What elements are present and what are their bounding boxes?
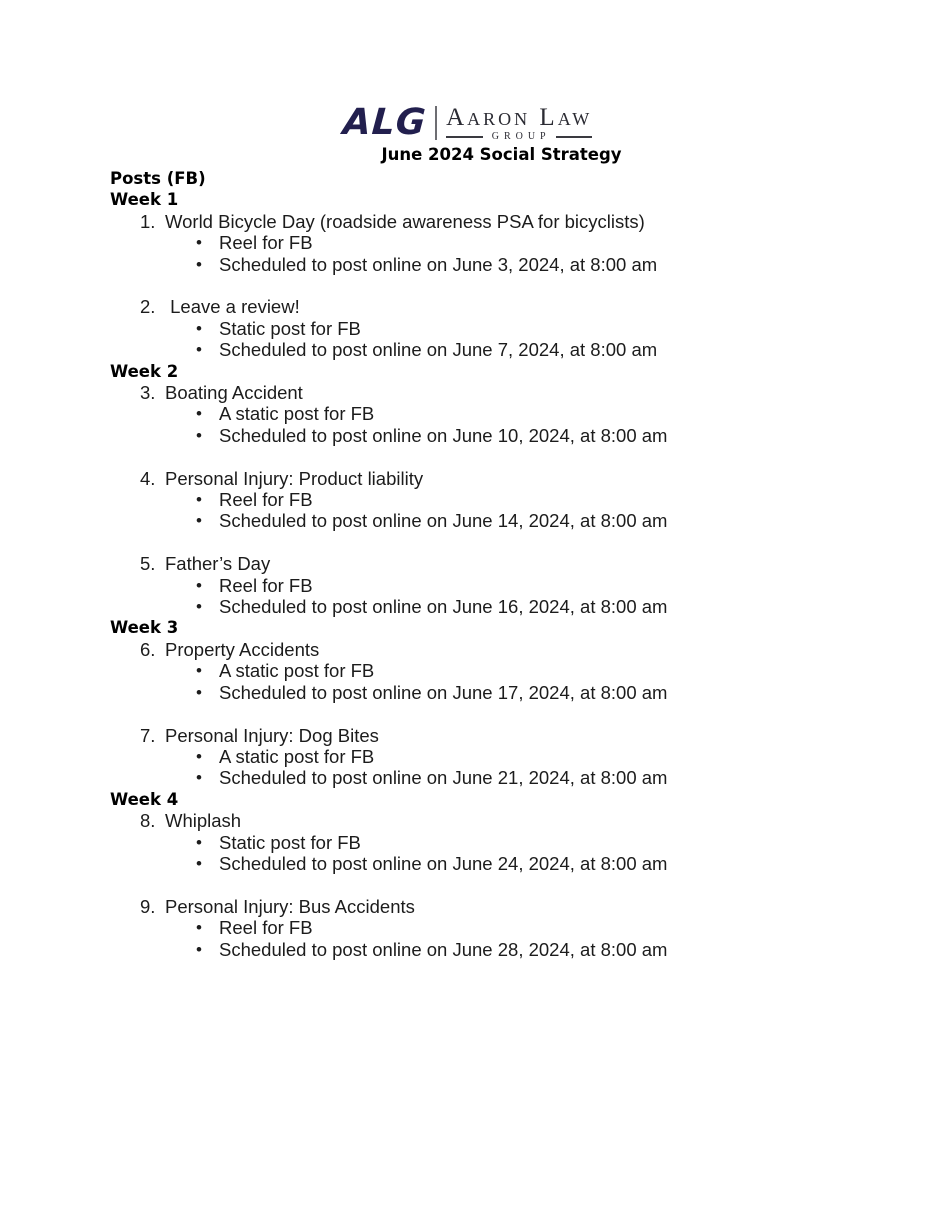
bullet-text: A static post for FB [219,745,375,767]
bullet-text: A static post for FB [219,660,375,682]
bullet-text: Scheduled to post online on June 28, 2024, at 8:00 am [219,938,668,960]
bullet-marker: • [196,768,202,788]
posts-heading: Posts (FB) [110,169,206,188]
post-item-heading [110,725,835,746]
bullet-marker: • [196,832,202,852]
alg-monogram-logo: ALG [341,102,428,143]
post-item [110,896,835,960]
bullet-item [110,510,835,531]
post-item [110,725,835,789]
company-logo [0,103,935,143]
bullet-marker: • [196,853,202,873]
bullet-text: Scheduled to post online on June 7, 2024, at 8:00 am [219,339,658,361]
bullet-item [110,232,835,253]
item-title: Whiplash [165,810,242,832]
post-item-heading [110,896,835,917]
bullet-marker: • [196,254,202,274]
bullet-marker: • [196,939,202,959]
item-number: 2. [140,296,156,318]
left-rule [446,136,483,138]
post-item-heading [110,468,835,489]
post-item [110,296,835,360]
bullet-text: A static post for FB [219,403,375,425]
bullet-text: Reel for FB [219,574,313,596]
bullet-text: Static post for FB [219,317,361,339]
bullet-item [110,254,835,275]
post-item-heading [110,639,835,660]
bullet-text: Scheduled to post online on June 24, 2024, at 8:00 am [219,852,668,874]
bullet-item [110,746,835,767]
bullet-item [110,917,835,938]
bullet-text: Scheduled to post online on June 17, 2024, at 8:00 am [219,681,668,703]
post-item [110,468,835,532]
right-rule [556,136,593,138]
bullet-text: Scheduled to post online on June 16, 2024, at 8:00 am [219,596,668,618]
firm-subtitle-row [446,132,592,142]
item-title: Personal Injury: Product liability [165,467,424,489]
firm-name-block [446,105,592,142]
item-number: 1. [140,210,156,232]
post-item-heading [110,211,835,232]
document-body [0,168,935,960]
post-item [110,810,835,874]
bullet-text: Reel for FB [219,917,313,939]
bullet-item [110,425,835,446]
item-title: Boating Accident [165,382,303,404]
bullet-item [110,339,835,360]
item-number: 9. [140,895,156,917]
bullet-text: Scheduled to post online on June 3, 2024, at 8:00 am [219,253,658,275]
bullet-text: Scheduled to post online on June 14, 2024, at 8:00 am [219,510,668,532]
item-number: 7. [140,724,156,746]
bullet-marker: • [196,404,202,424]
document-header [0,103,935,166]
logo-divider [435,106,437,140]
document-title: June 2024 Social Strategy [381,145,622,164]
post-item [110,553,835,617]
item-number: 6. [140,638,156,660]
post-item [110,382,835,446]
post-item [110,211,835,275]
item-title: Father’s Day [165,553,271,575]
post-item [110,639,835,703]
post-item-heading [110,382,835,403]
bullet-item [110,853,835,874]
bullet-item [110,403,835,424]
bullet-text: Reel for FB [219,489,313,511]
item-number: 3. [140,382,156,404]
bullet-marker: • [196,918,202,938]
bullet-item [110,767,835,788]
bullet-marker: • [196,661,202,681]
bullet-item [110,939,835,960]
week-heading: Week 2 [110,361,179,381]
bullet-marker: • [196,490,202,510]
post-item-heading [110,296,835,317]
bullet-marker: • [196,233,202,253]
bullet-item [110,832,835,853]
bullet-marker: • [196,318,202,338]
post-item-heading [110,553,835,574]
bullet-item [110,489,835,510]
bullet-text: Scheduled to post online on June 21, 2024, at 8:00 am [219,767,668,789]
bullet-text: Reel for FB [219,232,313,254]
week-heading: Week 3 [110,618,179,638]
item-title: Property Accidents [165,638,320,660]
weeks-list [110,189,835,960]
bullet-item [110,660,835,681]
firm-name-text: Aaron Law [446,103,593,131]
bullet-item [110,682,835,703]
bullet-marker: • [196,340,202,360]
bullet-marker: • [196,597,202,617]
bullet-item [110,596,835,617]
item-title: Leave a review! [165,296,300,318]
firm-subtitle-text: GROUP [491,130,551,142]
item-title: World Bicycle Day (roadside awareness PSA for bicyclists) [165,210,645,232]
bullet-marker: • [196,682,202,702]
bullet-text: Scheduled to post online on June 10, 2024, at 8:00 am [219,424,668,446]
bullet-text: Static post for FB [219,831,361,853]
bullet-item [110,318,835,339]
week-heading: Week 1 [110,190,179,210]
item-number: 8. [140,810,156,832]
item-title: Personal Injury: Dog Bites [165,724,379,746]
bullet-marker: • [196,575,202,595]
bullet-marker: • [196,511,202,531]
week-heading: Week 4 [110,789,179,809]
item-number: 4. [140,467,156,489]
bullet-marker: • [196,425,202,445]
item-title: Personal Injury: Bus Accidents [165,895,415,917]
bullet-marker: • [196,746,202,766]
post-item-heading [110,810,835,831]
bullet-item [110,575,835,596]
item-number: 5. [140,553,156,575]
